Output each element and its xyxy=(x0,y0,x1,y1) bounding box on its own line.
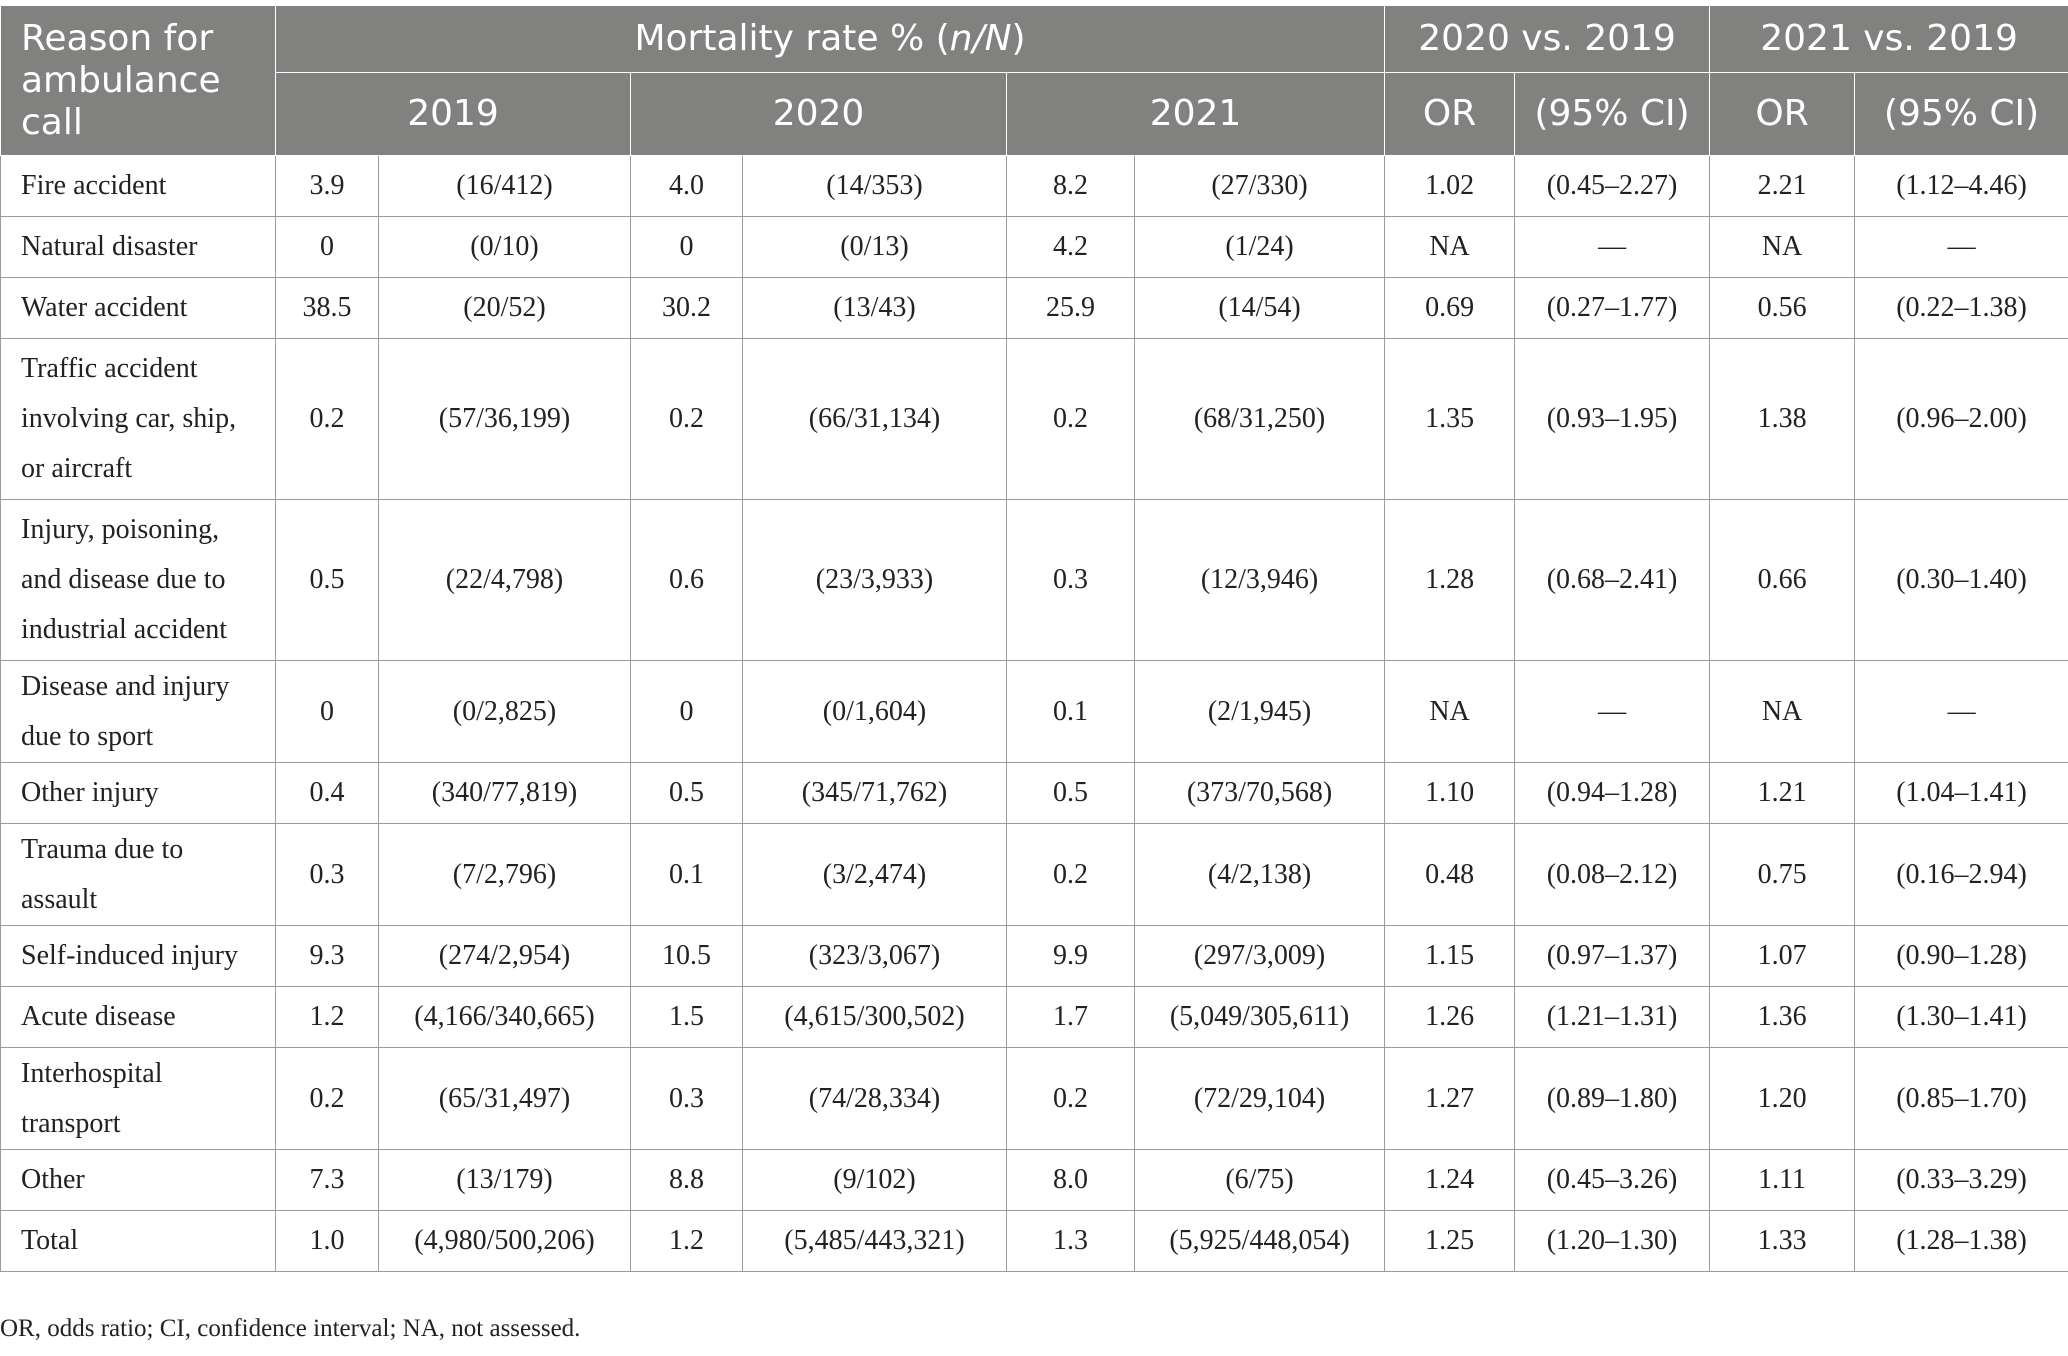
cell-rate-2021: 8.0 xyxy=(1007,1150,1135,1211)
cell-rate-2021: 0.3 xyxy=(1007,500,1135,661)
cell-ci-2020: (0.45–2.27) xyxy=(1515,156,1710,217)
cell-count-2019: (0/10) xyxy=(379,217,631,278)
table-row xyxy=(1,1211,2068,1272)
cell-rate-2020: 0.1 xyxy=(631,824,743,926)
cell-count-2020: (66/31,134) xyxy=(743,339,1007,500)
cell-count-2020: (3/2,474) xyxy=(743,824,1007,926)
cell-rate-2019: 0 xyxy=(276,661,379,763)
cell-rate-2019: 0.2 xyxy=(276,339,379,500)
header-year-2020: 2020 xyxy=(631,73,1007,156)
cell-count-2019: (16/412) xyxy=(379,156,631,217)
header-2021-vs-2019: 2021 vs. 2019 xyxy=(1710,6,2068,73)
cell-rate-2019: 0.4 xyxy=(276,763,379,824)
cell-rate-2019: 3.9 xyxy=(276,156,379,217)
header-reason: Reason for ambulance call xyxy=(1,6,276,156)
cell-reason: Other injury xyxy=(1,763,276,824)
cell-ci-2020: (0.45–3.26) xyxy=(1515,1150,1710,1211)
cell-reason: Self-induced injury xyxy=(1,926,276,987)
cell-count-2020: (4,615/300,502) xyxy=(743,987,1007,1048)
table-row xyxy=(1,217,2068,278)
header-year-2019: 2019 xyxy=(276,73,631,156)
table-body xyxy=(1,156,2068,1272)
cell-rate-2020: 0.6 xyxy=(631,500,743,661)
cell-reason: Disease and injury due to sport xyxy=(1,661,276,763)
cell-rate-2021: 0.2 xyxy=(1007,824,1135,926)
cell-count-2021: (5,925/448,054) xyxy=(1135,1211,1385,1272)
cell-rate-2019: 9.3 xyxy=(276,926,379,987)
cell-rate-2019: 0.3 xyxy=(276,824,379,926)
cell-or-2020: 0.48 xyxy=(1385,824,1515,926)
cell-count-2019: (13/179) xyxy=(379,1150,631,1211)
cell-rate-2019: 7.3 xyxy=(276,1150,379,1211)
cell-count-2020: (14/353) xyxy=(743,156,1007,217)
cell-reason: Fire accident xyxy=(1,156,276,217)
cell-or-2021: 2.21 xyxy=(1710,156,1855,217)
cell-count-2021: (5,049/305,611) xyxy=(1135,987,1385,1048)
header-mortality-rate xyxy=(276,6,1385,73)
cell-ci-2020: (0.93–1.95) xyxy=(1515,339,1710,500)
cell-rate-2021: 1.7 xyxy=(1007,987,1135,1048)
cell-ci-2020: (0.94–1.28) xyxy=(1515,763,1710,824)
mortality-table-container xyxy=(0,5,2068,1272)
cell-ci-2021: (1.04–1.41) xyxy=(1855,763,2068,824)
header-mortality-suffix: ) xyxy=(1011,18,1026,59)
cell-ci-2021: (1.12–4.46) xyxy=(1855,156,2068,217)
cell-reason: Other xyxy=(1,1150,276,1211)
cell-or-2021: 1.11 xyxy=(1710,1150,1855,1211)
cell-or-2020: NA xyxy=(1385,661,1515,763)
cell-ci-2021: (0.30–1.40) xyxy=(1855,500,2068,661)
cell-ci-2021: (0.85–1.70) xyxy=(1855,1048,2068,1150)
cell-reason: Total xyxy=(1,1211,276,1272)
cell-rate-2021: 1.3 xyxy=(1007,1211,1135,1272)
cell-rate-2020: 4.0 xyxy=(631,156,743,217)
cell-ci-2020: (0.27–1.77) xyxy=(1515,278,1710,339)
cell-or-2021: 1.07 xyxy=(1710,926,1855,987)
header-mortality-prefix: Mortality rate % ( xyxy=(634,18,950,59)
cell-rate-2020: 0.2 xyxy=(631,339,743,500)
cell-ci-2020: — xyxy=(1515,217,1710,278)
cell-or-2020: 1.24 xyxy=(1385,1150,1515,1211)
cell-ci-2021: (0.96–2.00) xyxy=(1855,339,2068,500)
cell-ci-2021: (0.33–3.29) xyxy=(1855,1150,2068,1211)
cell-reason: Injury, poisoning, and disease due to industrial accident xyxy=(1,500,276,661)
cell-count-2021: (6/75) xyxy=(1135,1150,1385,1211)
cell-ci-2020: (0.89–1.80) xyxy=(1515,1048,1710,1150)
cell-or-2021: 0.66 xyxy=(1710,500,1855,661)
cell-rate-2019: 0 xyxy=(276,217,379,278)
cell-rate-2021: 0.2 xyxy=(1007,339,1135,500)
cell-count-2021: (12/3,946) xyxy=(1135,500,1385,661)
cell-count-2021: (68/31,250) xyxy=(1135,339,1385,500)
table-row xyxy=(1,156,2068,217)
cell-rate-2020: 1.2 xyxy=(631,1211,743,1272)
cell-rate-2020: 8.8 xyxy=(631,1150,743,1211)
cell-count-2020: (5,485/443,321) xyxy=(743,1211,1007,1272)
cell-reason: Water accident xyxy=(1,278,276,339)
cell-ci-2021: (1.30–1.41) xyxy=(1855,987,2068,1048)
table-row xyxy=(1,661,2068,763)
cell-count-2021: (373/70,568) xyxy=(1135,763,1385,824)
cell-rate-2019: 38.5 xyxy=(276,278,379,339)
cell-count-2020: (13/43) xyxy=(743,278,1007,339)
table-header xyxy=(1,6,2068,156)
cell-or-2021: 1.20 xyxy=(1710,1048,1855,1150)
header-or-2021: OR xyxy=(1710,73,1855,156)
cell-count-2019: (340/77,819) xyxy=(379,763,631,824)
cell-rate-2021: 0.5 xyxy=(1007,763,1135,824)
cell-rate-2019: 1.2 xyxy=(276,987,379,1048)
cell-count-2021: (14/54) xyxy=(1135,278,1385,339)
table-row xyxy=(1,1048,2068,1150)
cell-or-2020: 0.69 xyxy=(1385,278,1515,339)
cell-or-2021: 0.56 xyxy=(1710,278,1855,339)
cell-or-2020: 1.28 xyxy=(1385,500,1515,661)
header-or-2020: OR xyxy=(1385,73,1515,156)
cell-rate-2021: 0.1 xyxy=(1007,661,1135,763)
cell-count-2019: (0/2,825) xyxy=(379,661,631,763)
cell-rate-2021: 25.9 xyxy=(1007,278,1135,339)
cell-rate-2020: 0.5 xyxy=(631,763,743,824)
cell-or-2021: NA xyxy=(1710,217,1855,278)
cell-rate-2019: 0.5 xyxy=(276,500,379,661)
cell-count-2021: (72/29,104) xyxy=(1135,1048,1385,1150)
cell-count-2020: (0/1,604) xyxy=(743,661,1007,763)
table-row xyxy=(1,926,2068,987)
cell-rate-2019: 1.0 xyxy=(276,1211,379,1272)
table-row xyxy=(1,339,2068,500)
cell-count-2019: (20/52) xyxy=(379,278,631,339)
cell-or-2021: 1.36 xyxy=(1710,987,1855,1048)
cell-rate-2021: 8.2 xyxy=(1007,156,1135,217)
cell-rate-2020: 30.2 xyxy=(631,278,743,339)
cell-or-2020: 1.02 xyxy=(1385,156,1515,217)
cell-count-2020: (9/102) xyxy=(743,1150,1007,1211)
cell-or-2020: 1.15 xyxy=(1385,926,1515,987)
cell-rate-2021: 9.9 xyxy=(1007,926,1135,987)
cell-count-2019: (65/31,497) xyxy=(379,1048,631,1150)
header-year-2021: 2021 xyxy=(1007,73,1385,156)
header-ci-2021: (95% CI) xyxy=(1855,73,2068,156)
cell-reason: Natural disaster xyxy=(1,217,276,278)
cell-ci-2020: (0.68–2.41) xyxy=(1515,500,1710,661)
header-mortality-italic: n/N xyxy=(949,18,1012,59)
cell-or-2020: 1.26 xyxy=(1385,987,1515,1048)
cell-or-2021: 1.38 xyxy=(1710,339,1855,500)
cell-reason: Acute disease xyxy=(1,987,276,1048)
cell-ci-2021: (0.22–1.38) xyxy=(1855,278,2068,339)
cell-count-2020: (23/3,933) xyxy=(743,500,1007,661)
table-row xyxy=(1,824,2068,926)
cell-count-2020: (345/71,762) xyxy=(743,763,1007,824)
cell-rate-2020: 10.5 xyxy=(631,926,743,987)
table-row xyxy=(1,278,2068,339)
cell-ci-2021: (0.90–1.28) xyxy=(1855,926,2068,987)
cell-count-2019: (57/36,199) xyxy=(379,339,631,500)
cell-or-2021: 0.75 xyxy=(1710,824,1855,926)
cell-rate-2021: 4.2 xyxy=(1007,217,1135,278)
cell-ci-2020: (1.21–1.31) xyxy=(1515,987,1710,1048)
cell-count-2020: (0/13) xyxy=(743,217,1007,278)
header-ci-2020: (95% CI) xyxy=(1515,73,1710,156)
cell-ci-2021: — xyxy=(1855,661,2068,763)
cell-or-2020: NA xyxy=(1385,217,1515,278)
cell-reason: Traffic accident involving car, ship, or aircraft xyxy=(1,339,276,500)
cell-rate-2020: 0.3 xyxy=(631,1048,743,1150)
cell-count-2019: (4,166/340,665) xyxy=(379,987,631,1048)
cell-count-2019: (4,980/500,206) xyxy=(379,1211,631,1272)
cell-count-2020: (74/28,334) xyxy=(743,1048,1007,1150)
cell-or-2020: 1.25 xyxy=(1385,1211,1515,1272)
cell-or-2020: 1.27 xyxy=(1385,1048,1515,1150)
cell-count-2019: (7/2,796) xyxy=(379,824,631,926)
cell-ci-2021: (0.16–2.94) xyxy=(1855,824,2068,926)
cell-count-2021: (4/2,138) xyxy=(1135,824,1385,926)
cell-reason: Trauma due to assault xyxy=(1,824,276,926)
cell-or-2020: 1.10 xyxy=(1385,763,1515,824)
cell-rate-2020: 0 xyxy=(631,217,743,278)
cell-count-2021: (1/24) xyxy=(1135,217,1385,278)
cell-or-2020: 1.35 xyxy=(1385,339,1515,500)
table-row xyxy=(1,1150,2068,1211)
cell-rate-2020: 1.5 xyxy=(631,987,743,1048)
cell-count-2021: (27/330) xyxy=(1135,156,1385,217)
cell-reason: Interhospital transport xyxy=(1,1048,276,1150)
cell-or-2021: 1.33 xyxy=(1710,1211,1855,1272)
cell-count-2020: (323/3,067) xyxy=(743,926,1007,987)
cell-count-2019: (274/2,954) xyxy=(379,926,631,987)
table-row xyxy=(1,763,2068,824)
cell-rate-2020: 0 xyxy=(631,661,743,763)
cell-ci-2020: (1.20–1.30) xyxy=(1515,1211,1710,1272)
cell-ci-2020: (0.97–1.37) xyxy=(1515,926,1710,987)
cell-ci-2021: — xyxy=(1855,217,2068,278)
cell-ci-2021: (1.28–1.38) xyxy=(1855,1211,2068,1272)
cell-ci-2020: (0.08–2.12) xyxy=(1515,824,1710,926)
header-2020-vs-2019: 2020 vs. 2019 xyxy=(1385,6,1710,73)
cell-or-2021: 1.21 xyxy=(1710,763,1855,824)
cell-count-2021: (2/1,945) xyxy=(1135,661,1385,763)
mortality-table xyxy=(0,5,2068,1272)
cell-count-2019: (22/4,798) xyxy=(379,500,631,661)
cell-rate-2019: 0.2 xyxy=(276,1048,379,1150)
table-row xyxy=(1,987,2068,1048)
table-row xyxy=(1,500,2068,661)
cell-count-2021: (297/3,009) xyxy=(1135,926,1385,987)
cell-or-2021: NA xyxy=(1710,661,1855,763)
cell-rate-2021: 0.2 xyxy=(1007,1048,1135,1150)
cell-ci-2020: — xyxy=(1515,661,1710,763)
table-footnote: OR, odds ratio; CI, confidence interval; NA, not assessed. xyxy=(0,1315,581,1342)
